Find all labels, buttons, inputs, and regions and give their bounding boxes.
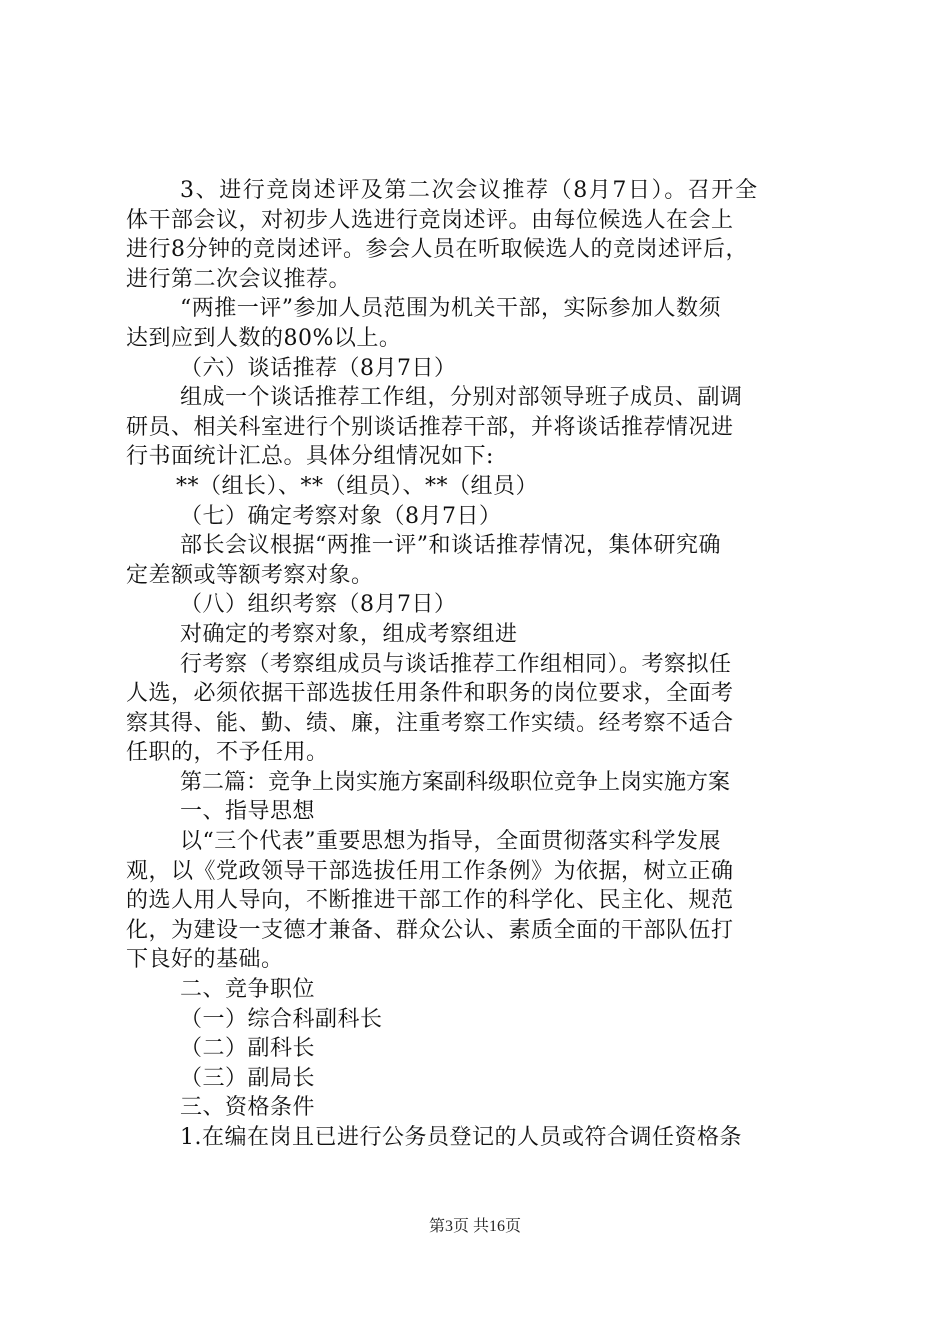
list-item: （三）副局长 xyxy=(180,1065,316,1091)
paragraph-line: **（组长）、**（组员）、**（组员） xyxy=(176,473,539,499)
paragraph-line: 以“三个代表”重要思想为指导，全面贯彻落实科学发展 xyxy=(180,829,721,855)
document-body xyxy=(126,176,838,1153)
section-heading: （七）确定考察对象（8月7日） xyxy=(180,503,502,529)
paragraph-line: “两推一评”参加人员范围为机关干部，实际参加人数须 xyxy=(180,296,721,322)
paragraph-line: 行书面统计汇总。具体分组情况如下: xyxy=(126,444,494,470)
list-item: （一）综合科副科长 xyxy=(180,1006,383,1032)
paragraph-line: 部长会议根据“两推一评”和谈话推荐情况，集体研究确 xyxy=(180,533,721,559)
paragraph-line: 3、进行竞岗述评及第二次会议推荐（8月7日）。召开全 xyxy=(180,178,759,203)
paragraph-line: 研员、相关科室进行个别谈话推荐干部，并将谈话推荐情况进 xyxy=(126,414,734,440)
paragraph-line: 进行第二次会议推荐。 xyxy=(126,266,352,292)
paragraph-line: 察其得、能、勤、绩、廉，注重考察工作实绩。经考察不适合 xyxy=(126,710,734,736)
section-heading: 二、竞争职位 xyxy=(180,977,316,1003)
paragraph-line: 下良好的基础。 xyxy=(126,947,284,973)
list-item: （二）副科长 xyxy=(180,1036,316,1062)
paragraph-line: 对确定的考察对象，组成考察组进 xyxy=(180,621,518,647)
page-number-footer: 第3页 共16页 xyxy=(428,1218,521,1235)
paragraph-line: 观，以《党政领导干部选拔任用工作条例》为依据，树立正确 xyxy=(126,858,734,884)
paragraph-line: 的选人用人导向，不断推进干部工作的科学化、民主化、规范 xyxy=(126,888,734,914)
section-heading: 一、指导思想 xyxy=(180,799,316,825)
paragraph-line: 进行8分钟的竞岗述评。参会人员在听取候选人的竞岗述评后， xyxy=(126,237,748,263)
paragraph-line: 1.在编在岗且已进行公务员登记的人员或符合调任资格条 xyxy=(180,1125,742,1150)
section-heading: （六）谈话推荐（8月7日） xyxy=(180,355,457,381)
paragraph-line: 定差额或等额考察对象。 xyxy=(126,562,374,588)
paragraph-line: 组成一个谈话推荐工作组，分别对部领导班子成员、副调 xyxy=(180,385,743,411)
section-heading: 三、资格条件 xyxy=(180,1095,316,1121)
paragraph-line: 行考察（考察组成员与谈话推荐工作组相同）。考察拟任 xyxy=(180,651,732,677)
paragraph-line: 达到应到人数的80%以上。 xyxy=(126,325,402,351)
paragraph-line: 体干部会议，对初步人选进行竞岗述评。由每位候选人在会上 xyxy=(126,207,734,233)
chapter-heading: 第二篇：竞争上岗实施方案副科级职位竞争上岗实施方案 xyxy=(180,769,731,795)
paragraph-line: 化，为建设一支德才兼备、群众公认、素质全面的干部队伍打 xyxy=(126,917,734,943)
paragraph-line: 人选，必须依据干部选拔任用条件和职务的岗位要求，全面考 xyxy=(126,681,734,707)
paragraph-line: 任职的，不予任用。 xyxy=(126,740,329,766)
section-heading: （八）组织考察（8月7日） xyxy=(180,592,457,618)
